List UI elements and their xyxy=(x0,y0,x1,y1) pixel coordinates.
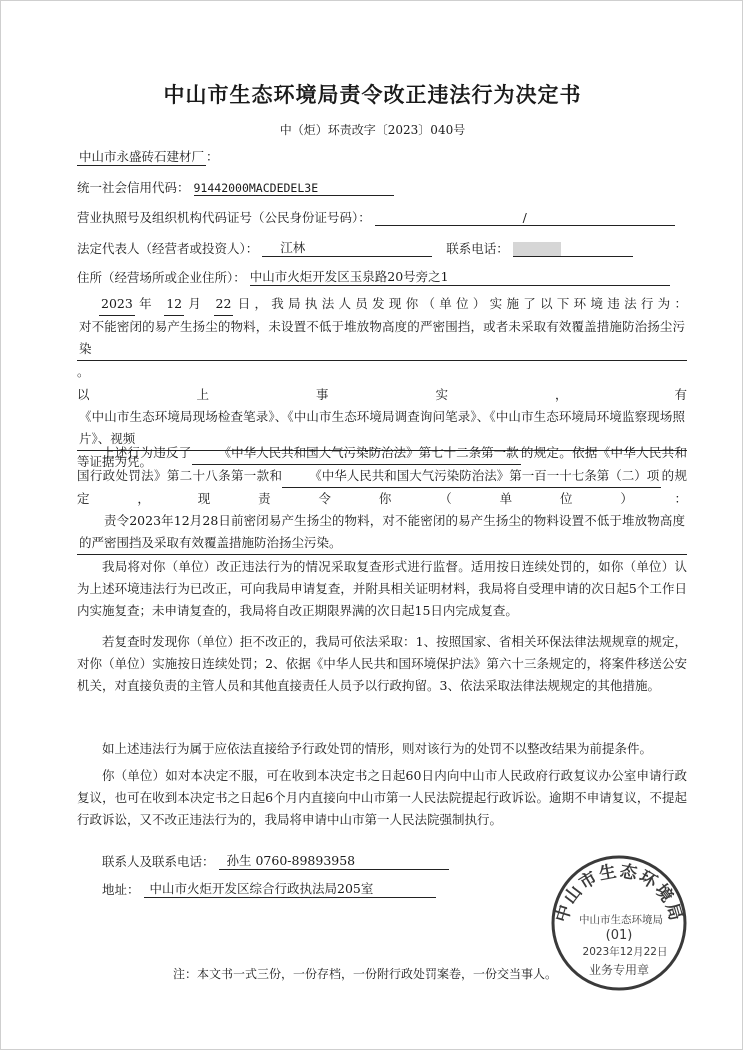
phone-label: 联系电话： xyxy=(446,241,509,256)
document-title: 中山市生态环境局责令改正违法行为决定书 xyxy=(163,83,582,107)
office-address-value: 中山市火炬开发区综合行政执法局205室 xyxy=(149,881,374,896)
law-violated: 《中华人民共和国大气污染防治法》第七十二条第一款 xyxy=(192,442,521,465)
legal-rep-line xyxy=(77,238,633,257)
license-line xyxy=(77,208,675,226)
address-value: 中山市火炬开发区玉泉路20号旁之1 xyxy=(249,269,449,284)
recipient-name: 中山市永盛砖石建材厂 xyxy=(79,149,205,164)
office-address-label: 地址： xyxy=(102,882,140,897)
seal-date: 2023年12月22日 xyxy=(582,946,668,958)
paragraph-finding xyxy=(77,293,687,383)
law-mid: 的规定。依据《中华人民共和国行政处罚法》第二十八条第一款和 xyxy=(77,445,687,483)
paragraph-appeal: 你（单位）如对本决定不服，可在收到本决定书之日起60日内向中山市人民政府行政复议办公室申请行政复议，也可在收到本决定书之日起6个月内直接向中山市第一人民法院提起行政诉讼。逾期不申请复议，不提起行政诉讼，又不改正违法行为的，我局将申请中山市第一人民法院强制执行。 xyxy=(77,768,687,827)
recipient-line xyxy=(77,147,219,166)
paragraph-review: 我局将对你（单位）改正违法行为的情况采取复查形式进行监督。适用按日连续处罚的，如你（单位）认为上述环境违法行为已改正，可向我局申请复查，并附具相关证明材料，我局将自受理申请的次日起5个工作日内实施复查；未申请复查的，我局将自改正期限界满的次日起15日内完成复查。 xyxy=(77,559,687,618)
contact-line xyxy=(102,851,449,870)
license-label: 营业执照号及组织机构代码证号（公民身份证号码）： xyxy=(77,210,371,225)
address-line xyxy=(77,267,670,286)
address-label: 住所（经营场所或企业住所）： xyxy=(77,270,246,285)
license-value: / xyxy=(522,210,527,225)
official-seal-icon xyxy=(549,853,689,993)
law-mid2: 的规定，现责令你（单位）： xyxy=(77,468,687,506)
finding-month: 12 xyxy=(164,293,184,316)
finding-year-char: 年 xyxy=(134,296,156,311)
recipient-colon: ： xyxy=(206,149,219,164)
phone-redacted xyxy=(513,242,561,256)
finding-year: 2023 xyxy=(99,293,135,316)
seal-inner-text: 中山市生态环境局 xyxy=(579,914,663,926)
credit-code-value: 91442000MACDEDEL3E xyxy=(193,181,319,195)
finding-end: 。 xyxy=(77,364,90,379)
finding-month-char: 月 xyxy=(184,296,206,311)
evidence-prefix: 以上事实，有 xyxy=(77,387,687,402)
legal-rep-value: 江林 xyxy=(280,240,306,255)
finding-day: 22 xyxy=(214,293,234,316)
evidence-suffix: 等证据为凭。 xyxy=(77,454,153,469)
paragraph-violation-law xyxy=(77,442,687,555)
paragraph-penalty: 如上述违法行为属于应依法直接给予行政处罚的情形，则对该行为的处罚不以整改结果为前提条件。 xyxy=(102,741,653,756)
finding-violation: 对不能密闭的易产生扬尘的物料，未设置不低于堆放物高度的严密围挡，或者未采取有效覆盖措施防治扬尘污染 xyxy=(77,316,687,361)
contact-value: 孙生 0760-89893958 xyxy=(226,853,356,868)
finding-text: 日，我局执法人员发现你（单位）实施了以下环境违法行为： xyxy=(233,296,687,311)
law-prefix: 上述行为违反了 xyxy=(102,445,192,460)
law-basis: 《中华人民共和国大气污染防治法》第一百一十七条第（二）项 xyxy=(282,465,661,488)
document-number: 中（炬）环责改字〔2023〕040号 xyxy=(279,123,466,137)
contact-label: 联系人及联系电话： xyxy=(102,854,215,869)
seal-outer-text: 中山市生态环境局 xyxy=(552,861,686,925)
credit-code-label: 统一社会信用代码： xyxy=(77,180,190,195)
seal-code: (01) xyxy=(605,928,633,943)
credit-code-line xyxy=(77,178,394,196)
legal-rep-label: 法定代表人（经营者或投资人）： xyxy=(77,241,259,256)
seal-bottom-text: 业务专用章 xyxy=(588,963,650,977)
office-address-line xyxy=(102,879,436,898)
evidence-list: 《中山市生态环境局现场检查笔录》、《中山市生态环境局调查询问笔录》、《中山市生态环境局环境监察现场照片》、视频 xyxy=(77,406,687,451)
rectification-order: 责令2023年12月28日前密闭易产生扬尘的物料，对不能密闭的易产生扬尘的物料设置不低于堆放物高度的严密围挡及采取有效覆盖措施防治扬尘污染。 xyxy=(77,510,687,555)
footnote: 注：本文书一式三份，一份存档，一份附行政处罚案卷，一份交当事人。 xyxy=(173,967,558,981)
paragraph-refusal: 若复查时发现你（单位）拒不改正的，我局可依法采取：1、按照国家、省相关环保法律法规规章的规定，对你（单位）实施按日连续处罚；2、依据《中华人民共和国环境保护法》第六十三条规定的，将案件移送公安机关，对直接负责的主管人员和其他直接责任人员予以行政拘留。3、依法采取法律法规规定的其他措施。 xyxy=(77,634,687,693)
